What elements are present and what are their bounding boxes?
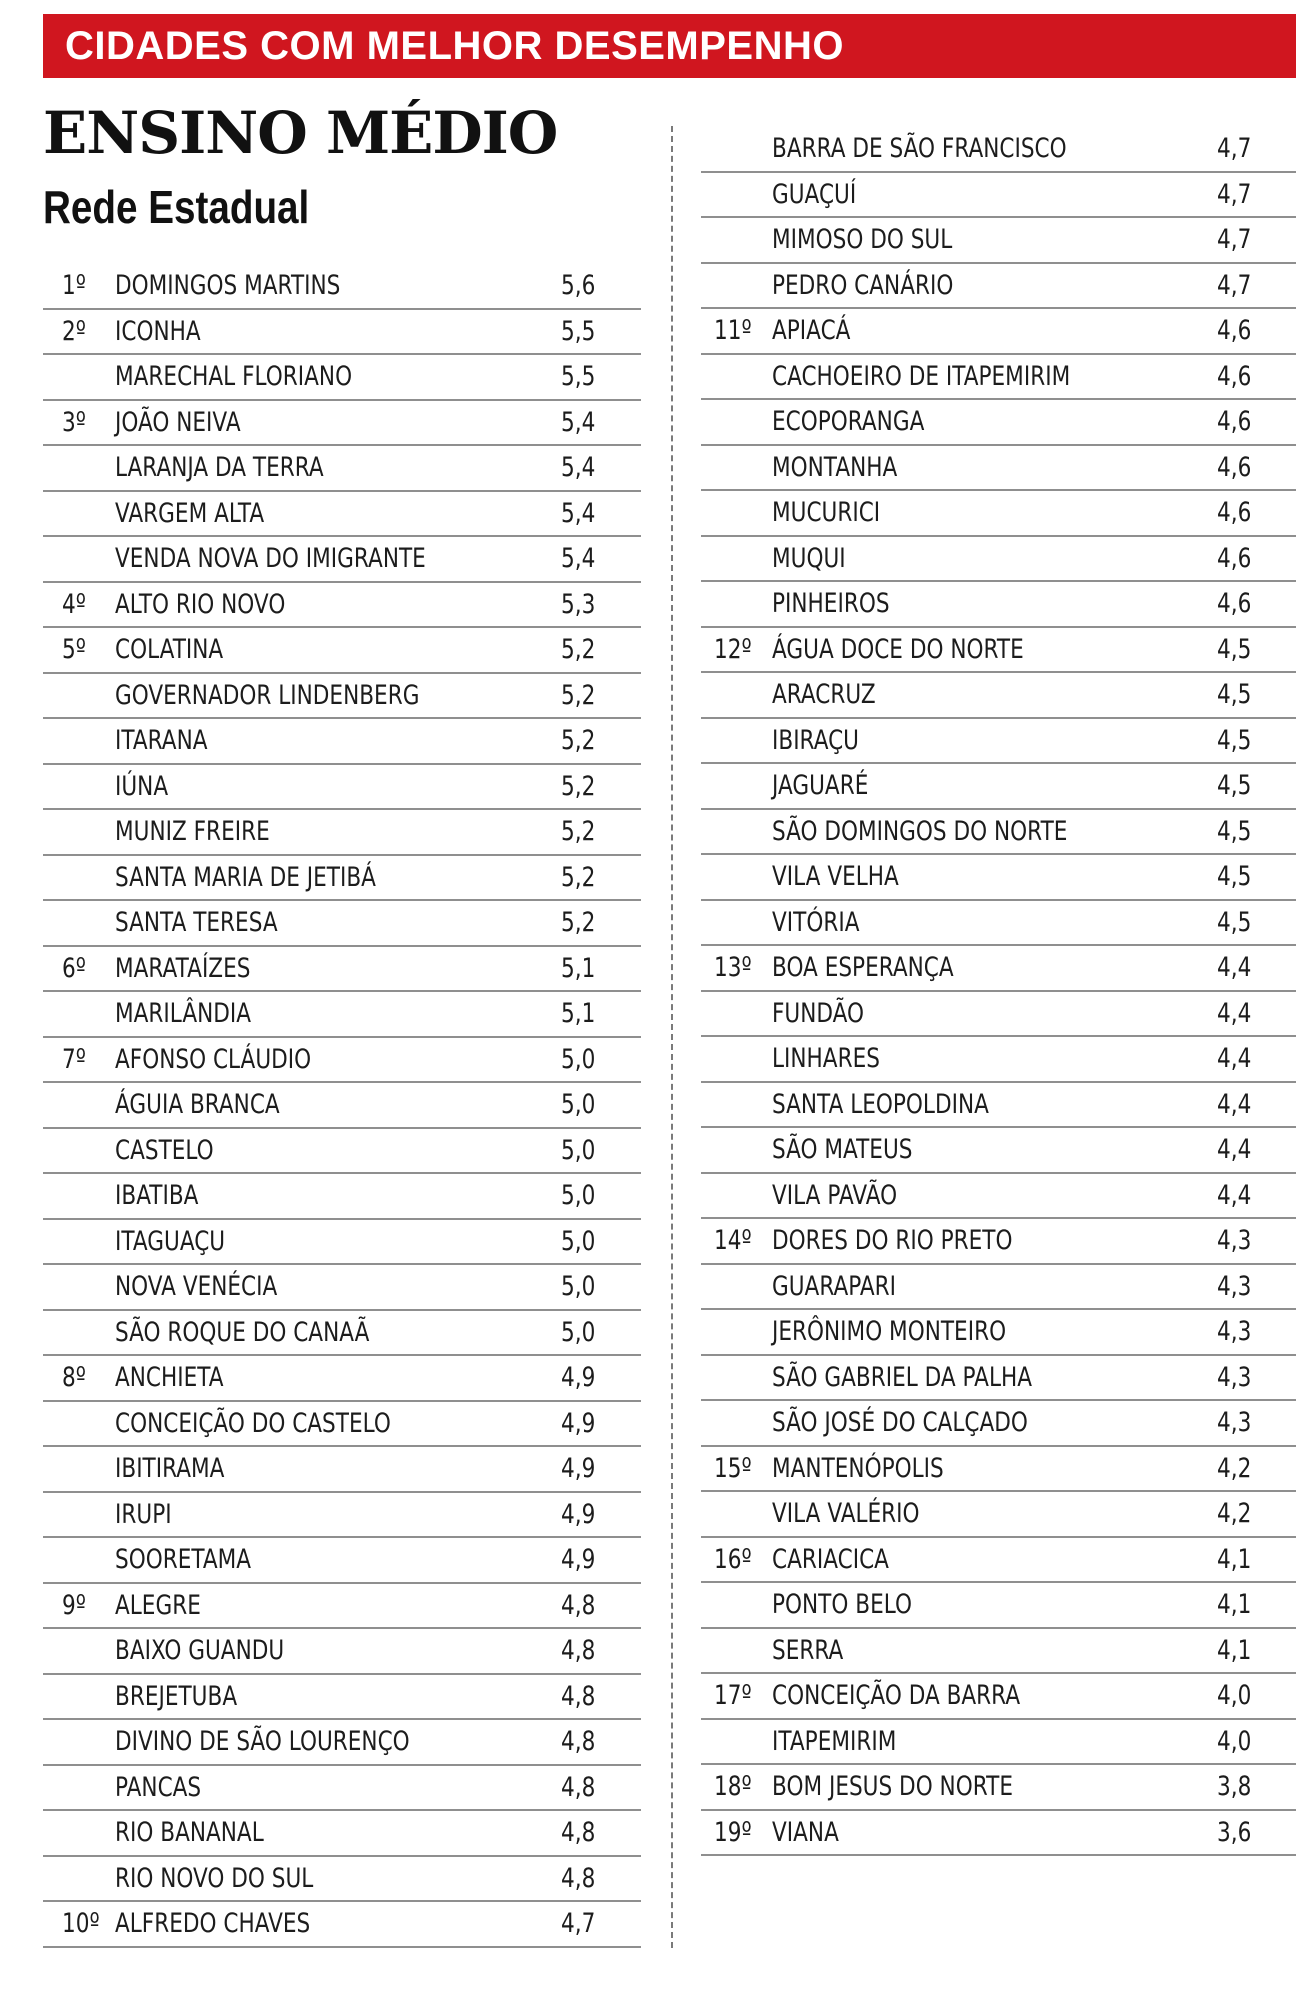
score-value: 5,2 [561, 861, 596, 893]
score-value: 4,3 [1217, 1225, 1252, 1256]
table-row [43, 1311, 641, 1357]
city-name: ARACRUZ [772, 679, 876, 710]
table-row [701, 1083, 1296, 1129]
score-value: 4,6 [1217, 588, 1252, 619]
table-row [701, 1629, 1296, 1675]
city-name: MUCURICI [772, 497, 881, 528]
table-row [43, 1675, 641, 1721]
table-row [43, 1083, 641, 1129]
rank-label: 11º [714, 315, 752, 346]
table-row [43, 1493, 641, 1539]
score-value: 4,1 [1217, 1543, 1252, 1575]
table-row [43, 1265, 641, 1311]
city-name: PINHEIROS [772, 588, 890, 619]
table-row [701, 855, 1296, 901]
city-name: VILA PAVÃO [772, 1179, 898, 1211]
rank-label: 19º [714, 1816, 752, 1848]
score-value: 5,3 [561, 588, 596, 620]
score-value: 4,5 [1217, 906, 1252, 938]
score-value: 5,0 [561, 1316, 596, 1348]
table-row [701, 1310, 1296, 1356]
table-row [701, 582, 1296, 628]
city-name: PANCAS [115, 1771, 202, 1803]
city-name: SERRA [772, 1634, 844, 1666]
score-value: 4,4 [1217, 1134, 1252, 1165]
table-row [701, 628, 1296, 674]
table-row [43, 674, 641, 720]
city-name: BREJETUBA [115, 1680, 238, 1712]
score-value: 4,5 [1217, 770, 1252, 801]
city-name: MUNIZ FREIRE [115, 816, 270, 847]
table-row [43, 1356, 641, 1402]
score-value: 5,2 [561, 816, 596, 847]
header-banner [43, 14, 1296, 78]
table-row [701, 1128, 1296, 1174]
city-name: ÁGUIA BRANCA [115, 1089, 280, 1120]
rank-label: 10º [62, 1908, 100, 1939]
city-name: CARIACICA [772, 1543, 889, 1575]
city-name: DIVINO DE SÃO LOURENÇO [115, 1726, 410, 1757]
table-row [701, 1401, 1296, 1447]
table-row [43, 1902, 641, 1948]
city-name: CACHOEIRO DE ITAPEMIRIM [772, 360, 1071, 392]
score-value: 5,2 [561, 725, 596, 756]
score-value: 5,0 [561, 1225, 596, 1257]
score-value: 5,4 [561, 497, 596, 529]
score-value: 5,2 [561, 679, 596, 711]
table-row [701, 764, 1296, 810]
city-name: SÃO MATEUS [772, 1134, 913, 1165]
score-value: 4,8 [561, 1635, 596, 1666]
city-name: MANTENÓPOLIS [772, 1452, 944, 1484]
table-row [43, 1720, 641, 1766]
table-row [701, 1720, 1296, 1766]
score-value: 5,0 [561, 1134, 596, 1166]
table-row [43, 355, 641, 401]
score-value: 5,4 [561, 452, 596, 483]
city-name: VIANA [772, 1816, 839, 1848]
score-value: 5,5 [561, 315, 596, 347]
table-row [701, 810, 1296, 856]
table-row [701, 173, 1296, 219]
score-value: 4,7 [1217, 133, 1252, 164]
score-value: 4,0 [1217, 1680, 1252, 1711]
score-value: 4,3 [1217, 1316, 1252, 1347]
score-value: 4,8 [561, 1589, 596, 1621]
city-name: SANTA MARIA DE JETIBÁ [115, 861, 376, 893]
score-value: 4,6 [1217, 360, 1252, 392]
table-row [43, 537, 641, 583]
score-value: 3,8 [1217, 1771, 1252, 1802]
table-row [43, 1220, 641, 1266]
table-row [701, 446, 1296, 492]
score-value: 4,6 [1217, 497, 1252, 528]
city-name: SÃO ROQUE DO CANAÃ [115, 1316, 370, 1348]
score-value: 3,6 [1217, 1816, 1252, 1848]
score-value: 4,7 [1217, 269, 1252, 301]
page-title: ENSINO MÉDIO [43, 99, 558, 167]
city-name: GUARAPARI [772, 1270, 897, 1302]
city-name: AFONSO CLÁUDIO [115, 1043, 312, 1075]
city-name: IBIRAÇU [772, 724, 859, 756]
rank-label: 5º [62, 634, 86, 665]
score-value: 4,8 [561, 1817, 596, 1848]
city-name: VARGEM ALTA [115, 497, 265, 529]
table-row [43, 264, 641, 310]
table-row [43, 1174, 641, 1220]
city-name: CASTELO [115, 1134, 214, 1166]
score-value: 4,8 [561, 1771, 596, 1803]
city-name: PONTO BELO [772, 1589, 912, 1620]
rank-label: 9º [62, 1589, 86, 1621]
table-row [701, 673, 1296, 719]
score-value: 4,1 [1217, 1589, 1252, 1620]
score-value: 4,8 [561, 1726, 596, 1757]
city-name: VENDA NOVA DO IMIGRANTE [115, 543, 426, 574]
city-name: DOMINGOS MARTINS [115, 270, 341, 301]
city-name: JERÔNIMO MONTEIRO [772, 1316, 1007, 1347]
table-row [701, 355, 1296, 401]
city-name: APIACÁ [772, 315, 851, 346]
table-row [701, 719, 1296, 765]
score-value: 4,2 [1217, 1498, 1252, 1529]
table-row [701, 1811, 1296, 1857]
city-name: IBATIBA [115, 1180, 199, 1211]
score-value: 4,9 [561, 1407, 596, 1439]
table-row [701, 1447, 1296, 1493]
rank-label: 17º [714, 1680, 752, 1711]
city-name: CONCEIÇÃO DA BARRA [772, 1680, 1021, 1711]
city-name: VITÓRIA [772, 906, 860, 938]
table-row [43, 901, 641, 947]
score-value: 4,5 [1217, 815, 1252, 847]
rank-label: 15º [714, 1452, 752, 1484]
city-name: VILA VELHA [772, 861, 899, 892]
city-name: IBITIRAMA [115, 1453, 225, 1484]
rank-label: 4º [62, 588, 86, 620]
city-name: SÃO DOMINGOS DO NORTE [772, 815, 1068, 847]
score-value: 4,2 [1217, 1452, 1252, 1484]
table-row [43, 765, 641, 811]
city-name: ANCHIETA [115, 1362, 224, 1393]
score-value: 5,2 [561, 907, 596, 938]
score-value: 4,5 [1217, 679, 1252, 710]
table-row [43, 1447, 641, 1493]
score-value: 4,3 [1217, 1270, 1252, 1302]
score-value: 4,6 [1217, 406, 1252, 437]
ranking-list-left [43, 264, 641, 1948]
table-row [701, 491, 1296, 537]
table-row [701, 537, 1296, 583]
city-name: GOVERNADOR LINDENBERG [115, 679, 420, 711]
column-divider [671, 126, 673, 1948]
city-name: LINHARES [772, 1043, 880, 1074]
table-row [43, 810, 641, 856]
score-value: 4,9 [561, 1453, 596, 1484]
score-value: 4,0 [1217, 1725, 1252, 1757]
table-row [43, 1857, 641, 1903]
city-name: SÃO GABRIEL DA PALHA [772, 1361, 1033, 1393]
score-value: 4,3 [1217, 1361, 1252, 1393]
city-name: DORES DO RIO PRETO [772, 1225, 1013, 1256]
city-name: BOM JESUS DO NORTE [772, 1771, 1013, 1802]
ranking-list-right [701, 127, 1296, 1856]
table-row [43, 856, 641, 902]
city-name: PEDRO CANÁRIO [772, 269, 954, 301]
table-row [701, 127, 1296, 173]
city-name: FUNDÃO [772, 997, 865, 1029]
rank-label: 12º [714, 633, 752, 665]
city-name: GUAÇUÍ [772, 178, 857, 210]
table-row [701, 400, 1296, 446]
score-value: 4,9 [561, 1544, 596, 1575]
city-name: ITARANA [115, 725, 208, 756]
city-name: MUQUI [772, 542, 846, 574]
table-row [43, 1538, 641, 1584]
city-name: ECOPORANGA [772, 406, 925, 437]
score-value: 4,5 [1217, 861, 1252, 892]
city-name: MONTANHA [772, 451, 898, 483]
score-value: 5,0 [561, 1180, 596, 1211]
page-subtitle: Rede Estadual [43, 181, 310, 233]
table-row [43, 719, 641, 765]
table-row [701, 1583, 1296, 1629]
score-value: 5,0 [561, 1089, 596, 1120]
city-name: ITAPEMIRIM [772, 1725, 897, 1757]
table-row [701, 218, 1296, 264]
table-row [701, 1219, 1296, 1265]
score-value: 4,4 [1217, 1043, 1252, 1074]
city-name: MARECHAL FLORIANO [115, 361, 353, 392]
score-value: 4,5 [1217, 633, 1252, 665]
table-row [701, 1356, 1296, 1402]
city-name: MIMOSO DO SUL [772, 224, 953, 255]
city-name: VILA VALÉRIO [772, 1498, 920, 1529]
banner-title: CIDADES COM MELHOR DESEMPENHO [65, 24, 844, 68]
score-value: 5,5 [561, 361, 596, 392]
table-row [701, 1492, 1296, 1538]
table-row [43, 1766, 641, 1812]
score-value: 4,4 [1217, 952, 1252, 983]
city-name: ICONHA [115, 315, 201, 347]
table-row [701, 1538, 1296, 1584]
rank-label: 13º [714, 952, 752, 983]
score-value: 4,9 [561, 1362, 596, 1393]
score-value: 4,8 [561, 1680, 596, 1712]
table-row [43, 446, 641, 492]
score-value: 5,6 [561, 270, 596, 301]
table-row [43, 1811, 641, 1857]
table-row [43, 1402, 641, 1448]
city-name: BOA ESPERANÇA [772, 952, 954, 983]
score-value: 4,6 [1217, 542, 1252, 574]
table-row [43, 1584, 641, 1630]
city-name: JOÃO NEIVA [115, 406, 241, 438]
table-row [701, 946, 1296, 992]
score-value: 4,6 [1217, 315, 1252, 346]
city-name: BAIXO GUANDU [115, 1635, 285, 1666]
score-value: 4,9 [561, 1498, 596, 1530]
table-row [701, 309, 1296, 355]
rank-label: 18º [714, 1771, 752, 1802]
table-row [43, 628, 641, 674]
city-name: JAGUARÉ [772, 770, 869, 801]
city-name: BARRA DE SÃO FRANCISCO [772, 133, 1067, 164]
city-name: SOORETAMA [115, 1544, 252, 1575]
table-row [701, 1265, 1296, 1311]
table-row [43, 992, 641, 1038]
city-name: MARATAÍZES [115, 952, 251, 984]
table-row [43, 1629, 641, 1675]
score-value: 5,4 [561, 406, 596, 438]
city-name: ALFREDO CHAVES [115, 1908, 311, 1939]
city-name: COLATINA [115, 634, 224, 665]
score-value: 5,0 [561, 1043, 596, 1075]
rank-label: 14º [714, 1225, 752, 1256]
score-value: 5,1 [561, 952, 596, 984]
rank-label: 16º [714, 1543, 752, 1575]
score-value: 5,2 [561, 634, 596, 665]
table-row [43, 310, 641, 356]
city-name: ALEGRE [115, 1589, 201, 1621]
score-value: 4,6 [1217, 451, 1252, 483]
score-value: 4,7 [561, 1908, 596, 1939]
rank-label: 1º [62, 270, 86, 301]
table-row [43, 1038, 641, 1084]
score-value: 5,4 [561, 543, 596, 574]
table-row [43, 583, 641, 629]
city-name: LARANJA DA TERRA [115, 452, 324, 483]
city-name: RIO BANANAL [115, 1817, 264, 1848]
score-value: 4,7 [1217, 178, 1252, 210]
rank-label: 2º [62, 315, 86, 347]
table-row [701, 1174, 1296, 1220]
table-row [701, 264, 1296, 310]
table-row [43, 1129, 641, 1175]
rank-label: 6º [62, 952, 86, 984]
score-value: 5,0 [561, 1271, 596, 1302]
city-name: IRUPI [115, 1498, 172, 1530]
city-name: MARILÂNDIA [115, 998, 252, 1029]
city-name: ALTO RIO NOVO [115, 588, 286, 620]
score-value: 5,1 [561, 998, 596, 1029]
table-row [43, 401, 641, 447]
score-value: 4,4 [1217, 1179, 1252, 1211]
city-name: ITAGUAÇU [115, 1225, 226, 1257]
table-row [701, 1765, 1296, 1811]
score-value: 4,8 [561, 1862, 596, 1894]
city-name: ÁGUA DOCE DO NORTE [772, 633, 1024, 665]
city-name: CONCEIÇÃO DO CASTELO [115, 1407, 391, 1439]
city-name: RIO NOVO DO SUL [115, 1862, 314, 1894]
rank-label: 7º [62, 1043, 86, 1075]
score-value: 4,1 [1217, 1634, 1252, 1666]
rank-label: 8º [62, 1362, 86, 1393]
rank-label: 3º [62, 406, 86, 438]
score-value: 4,5 [1217, 724, 1252, 756]
score-value: 4,7 [1217, 224, 1252, 255]
score-value: 4,4 [1217, 1088, 1252, 1120]
city-name: SANTA LEOPOLDINA [772, 1088, 989, 1120]
table-row [701, 992, 1296, 1038]
table-row [701, 1037, 1296, 1083]
table-row [701, 901, 1296, 947]
table-row [43, 492, 641, 538]
city-name: SÃO JOSÉ DO CALÇADO [772, 1407, 1028, 1438]
table-row [43, 947, 641, 993]
city-name: IÚNA [115, 770, 169, 802]
score-value: 4,3 [1217, 1407, 1252, 1438]
table-row [701, 1674, 1296, 1720]
city-name: SANTA TERESA [115, 907, 278, 938]
score-value: 5,2 [561, 770, 596, 802]
city-name: NOVA VENÉCIA [115, 1271, 278, 1302]
score-value: 4,4 [1217, 997, 1252, 1029]
